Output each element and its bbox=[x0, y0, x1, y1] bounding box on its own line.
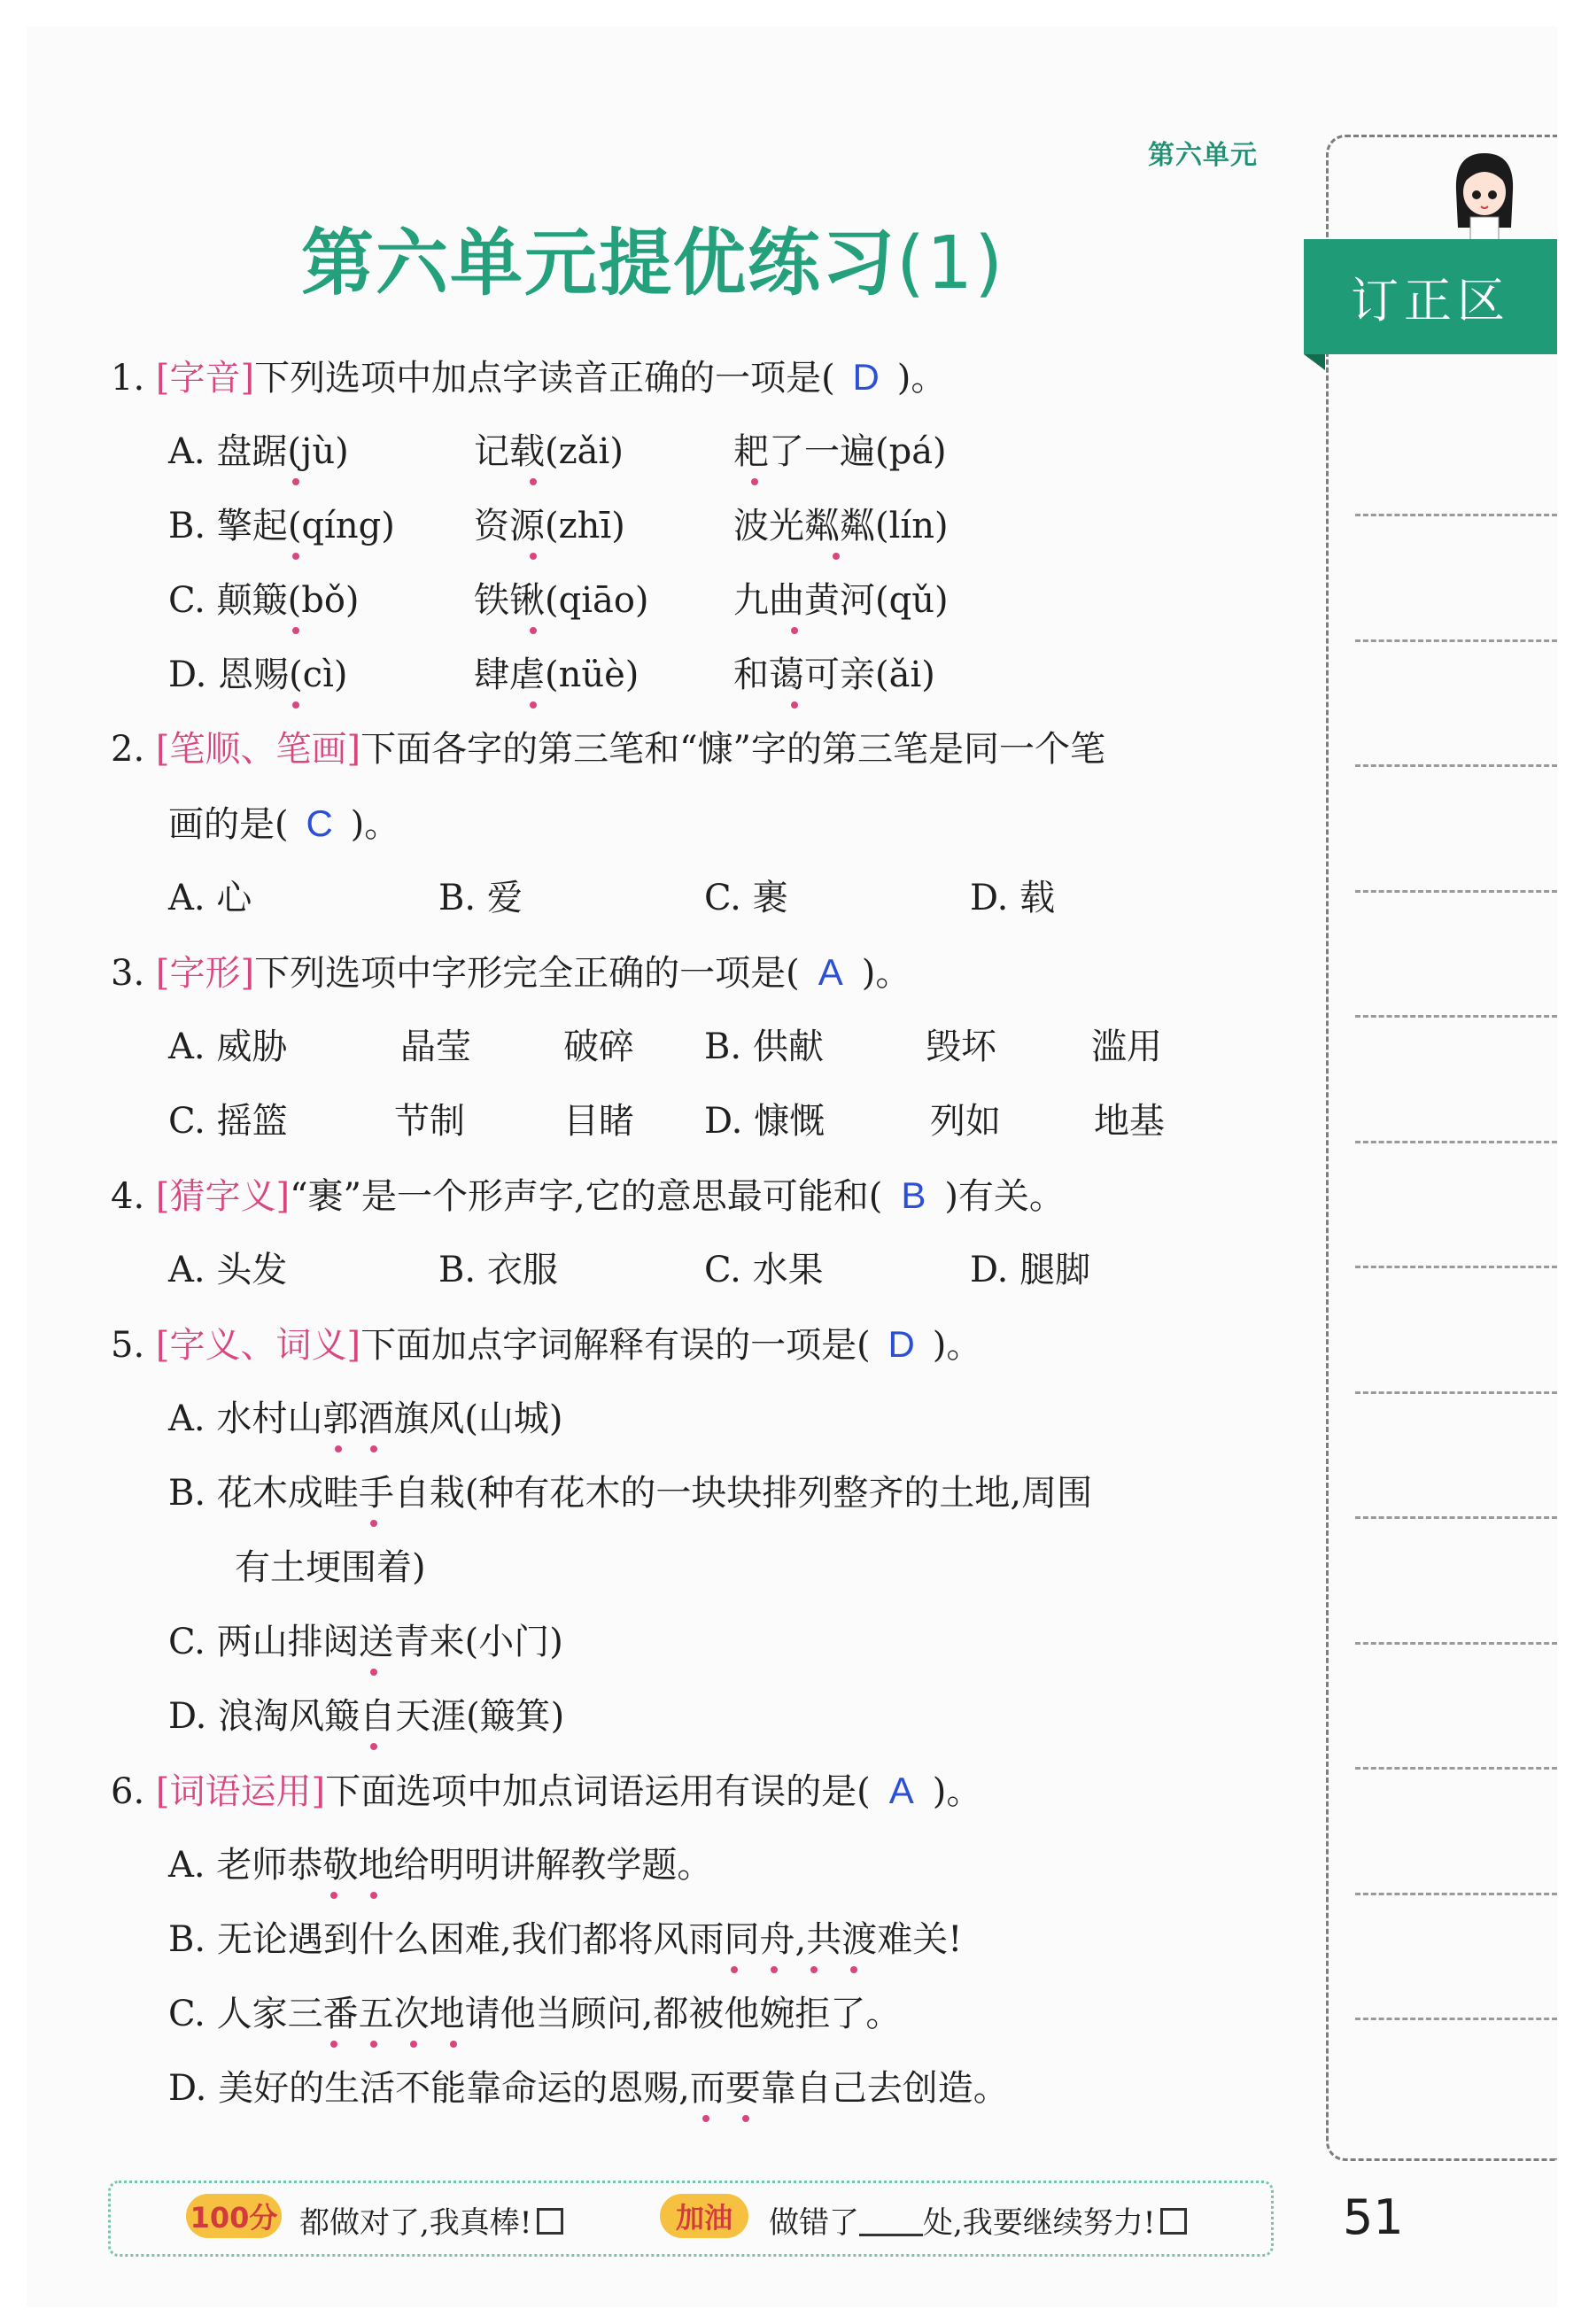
option: 记载(zǎi) bbox=[474, 431, 624, 472]
option: C. 人家三番五次地请他当顾问,都被他婉拒了。 bbox=[168, 1994, 902, 2034]
writing-line bbox=[1355, 2018, 1557, 2020]
option: 和蔼可亲(ǎi) bbox=[733, 655, 935, 695]
question-1 bbox=[111, 354, 946, 401]
question-number: 2. bbox=[111, 729, 145, 770]
emphasis-dot bbox=[742, 2115, 749, 2122]
question-end: )。 bbox=[896, 358, 947, 399]
option: 资源(zhī) bbox=[474, 506, 625, 546]
full-score-badge: 100分 bbox=[186, 2194, 282, 2238]
emphasis-dot bbox=[292, 553, 299, 560]
emphasis-dot bbox=[370, 1743, 377, 1750]
emphasis-dot bbox=[530, 553, 537, 560]
writing-line bbox=[1355, 1266, 1557, 1268]
emphasis-dot bbox=[370, 1520, 377, 1527]
writing-line bbox=[1355, 639, 1557, 642]
title-number: (1) bbox=[896, 221, 1005, 306]
option: A. 盘踞(jù) bbox=[168, 431, 349, 472]
emphasis-dot bbox=[330, 2041, 337, 2048]
emphasis-dot bbox=[751, 478, 758, 485]
mistake-prefix: 做错了 bbox=[769, 2205, 859, 2241]
writing-line bbox=[1355, 1642, 1557, 1645]
option: D. 恩赐(cì) bbox=[168, 655, 348, 695]
full-score-text: 都做对了,我真棒! bbox=[299, 2205, 532, 2241]
question-tag: [字义、词义] bbox=[155, 1325, 361, 1366]
mistake-suffix: 处,我要继续努力! bbox=[923, 2205, 1156, 2241]
question-tag: [字音] bbox=[155, 358, 255, 399]
emphasis-dot bbox=[450, 2041, 457, 2048]
option: A. 头发 bbox=[168, 1250, 288, 1290]
question-tag: [猜字义] bbox=[155, 1176, 291, 1217]
girl-avatar-icon bbox=[1444, 146, 1525, 244]
option: 波光粼粼(lín) bbox=[733, 506, 949, 546]
option: B. 擎起(qíng) bbox=[168, 506, 395, 546]
full-score-row bbox=[299, 2198, 563, 2242]
answer: B bbox=[901, 1174, 926, 1216]
option: D. 腿脚 bbox=[970, 1250, 1091, 1290]
option: A. 威胁 bbox=[168, 1026, 288, 1067]
question-end: )。 bbox=[861, 953, 911, 994]
question-stem: “裹”是一个形声字,它的意思最可能和( bbox=[290, 1176, 883, 1217]
emphasis-dot bbox=[702, 2115, 709, 2122]
question-5 bbox=[111, 1321, 981, 1368]
emphasis-dot bbox=[370, 1892, 377, 1899]
option: C. 颠簸(bǒ) bbox=[168, 580, 360, 621]
tab-fold bbox=[1304, 354, 1325, 370]
emphasis-dot bbox=[370, 2041, 377, 2048]
writing-line bbox=[1355, 1893, 1557, 1895]
option: 毁坏 bbox=[926, 1026, 996, 1067]
question-stem: 下列选项中字形完全正确的一项是( bbox=[254, 953, 800, 994]
question-stem: 画的是( bbox=[168, 804, 289, 845]
emphasis-dot bbox=[410, 2041, 417, 2048]
option: B. 衣服 bbox=[438, 1250, 558, 1290]
emphasis-dot bbox=[530, 701, 537, 709]
mistake-row bbox=[769, 2198, 1187, 2242]
answer: A bbox=[818, 951, 843, 993]
writing-line bbox=[1355, 1391, 1557, 1394]
option: B. 无论遇到什么困难,我们都将风雨同舟,共渡难关! bbox=[168, 1919, 963, 1960]
cheer-badge: 加油 bbox=[660, 2194, 748, 2238]
option: C. 摇篮 bbox=[168, 1101, 288, 1142]
option: 节制 bbox=[394, 1101, 465, 1142]
option: 有土埂围着) bbox=[235, 1547, 426, 1588]
option: A. 老师恭敬地给明明讲解教学题。 bbox=[168, 1845, 713, 1886]
unit-label: 第六单元 bbox=[1148, 140, 1258, 171]
option: C. 裹 bbox=[704, 878, 788, 918]
emphasis-dot bbox=[771, 1966, 778, 1973]
question-4 bbox=[111, 1173, 1065, 1220]
question-3 bbox=[111, 949, 911, 996]
question-stem: 下列选项中加点字读音正确的一项是( bbox=[254, 358, 835, 399]
question-number: 3. bbox=[111, 953, 145, 994]
question-end: )。 bbox=[932, 1771, 982, 1812]
option: 晶莹 bbox=[400, 1026, 471, 1067]
answer: D bbox=[852, 356, 880, 398]
option: A. 水村山郭酒旗风(山城) bbox=[168, 1398, 563, 1439]
question-tag: [词语运用] bbox=[155, 1771, 326, 1812]
answer: A bbox=[888, 1770, 914, 1811]
option: B. 花木成畦手自栽(种有花木的一块块排列整齐的土地,周围 bbox=[168, 1473, 1093, 1514]
emphasis-dot bbox=[791, 627, 798, 634]
option: C. 两山排闼送青来(小门) bbox=[168, 1622, 563, 1662]
correction-tab: 订正区 bbox=[1304, 239, 1557, 354]
option: 地基 bbox=[1094, 1101, 1165, 1142]
emphasis-dot bbox=[833, 553, 840, 560]
emphasis-dot bbox=[791, 701, 798, 709]
option: B. 供献 bbox=[704, 1026, 824, 1067]
question-tag: [字形] bbox=[155, 953, 255, 994]
emphasis-dot bbox=[292, 627, 299, 634]
answer: C bbox=[306, 802, 333, 844]
question-6 bbox=[111, 1768, 981, 1815]
option: D. 载 bbox=[970, 878, 1056, 918]
option: 列如 bbox=[930, 1101, 1001, 1142]
option: 铁锹(qiāo) bbox=[474, 580, 649, 621]
emphasis-dot bbox=[330, 1892, 337, 1899]
question-2-continued bbox=[168, 801, 399, 848]
question-stem: 下面加点字词解释有误的一项是( bbox=[360, 1325, 871, 1366]
writing-line bbox=[1355, 1015, 1557, 1018]
question-tag: [笔顺、笔画] bbox=[155, 729, 361, 770]
writing-line bbox=[1355, 514, 1557, 516]
correction-area bbox=[1326, 135, 1557, 2161]
emphasis-dot bbox=[731, 1966, 738, 1973]
answer: D bbox=[888, 1323, 915, 1365]
emphasis-dot bbox=[292, 478, 299, 485]
option: 九曲黄河(qǔ) bbox=[733, 580, 949, 621]
option: D. 美好的生活不能靠命运的恩赐,而要靠自己去创造。 bbox=[168, 2068, 1009, 2109]
emphasis-dot bbox=[850, 1966, 857, 1973]
emphasis-dot bbox=[530, 627, 537, 634]
writing-line bbox=[1355, 890, 1557, 893]
emphasis-dot bbox=[292, 701, 299, 709]
question-end: )。 bbox=[350, 804, 400, 845]
option: A. 心 bbox=[168, 878, 252, 918]
option: D. 慷慨 bbox=[704, 1101, 826, 1142]
mistake-checkbox[interactable] bbox=[1160, 2208, 1187, 2235]
emphasis-dot bbox=[370, 1445, 377, 1452]
page-title bbox=[301, 205, 1004, 309]
writing-line bbox=[1355, 764, 1557, 767]
page-number: 51 bbox=[1343, 2189, 1404, 2245]
emphasis-dot bbox=[530, 478, 537, 485]
question-number: 1. bbox=[111, 358, 145, 399]
writing-line bbox=[1355, 1767, 1557, 1770]
option: 耙了一遍(pá) bbox=[733, 431, 947, 472]
writing-line bbox=[1355, 1141, 1557, 1143]
title-text: 第六单元提优练习 bbox=[301, 221, 897, 306]
option: 肆虐(nüè) bbox=[474, 655, 639, 695]
writing-line bbox=[1355, 1516, 1557, 1519]
question-stem: 下面各字的第三笔和“慷”字的第三笔是同一个笔 bbox=[360, 729, 1106, 770]
option: D. 浪淘风簸自天涯(簸箕) bbox=[168, 1696, 565, 1737]
question-number: 4. bbox=[111, 1176, 145, 1217]
question-2 bbox=[111, 726, 1105, 772]
mistake-count-blank[interactable] bbox=[859, 2207, 923, 2236]
emphasis-dot bbox=[810, 1966, 818, 1973]
question-number: 5. bbox=[111, 1325, 145, 1366]
option: 滥用 bbox=[1091, 1026, 1162, 1067]
option: C. 水果 bbox=[704, 1250, 824, 1290]
option: B. 爱 bbox=[438, 878, 523, 918]
emphasis-dot bbox=[335, 1445, 342, 1452]
question-stem: 下面选项中加点词语运用有误的是( bbox=[325, 1771, 871, 1812]
option: 目睹 bbox=[563, 1101, 634, 1142]
question-end: )。 bbox=[932, 1325, 982, 1366]
question-number: 6. bbox=[111, 1771, 145, 1812]
full-score-checkbox[interactable] bbox=[537, 2208, 563, 2235]
option: 破碎 bbox=[563, 1026, 634, 1067]
question-end: )有关。 bbox=[944, 1176, 1065, 1217]
emphasis-dot bbox=[370, 1669, 377, 1676]
